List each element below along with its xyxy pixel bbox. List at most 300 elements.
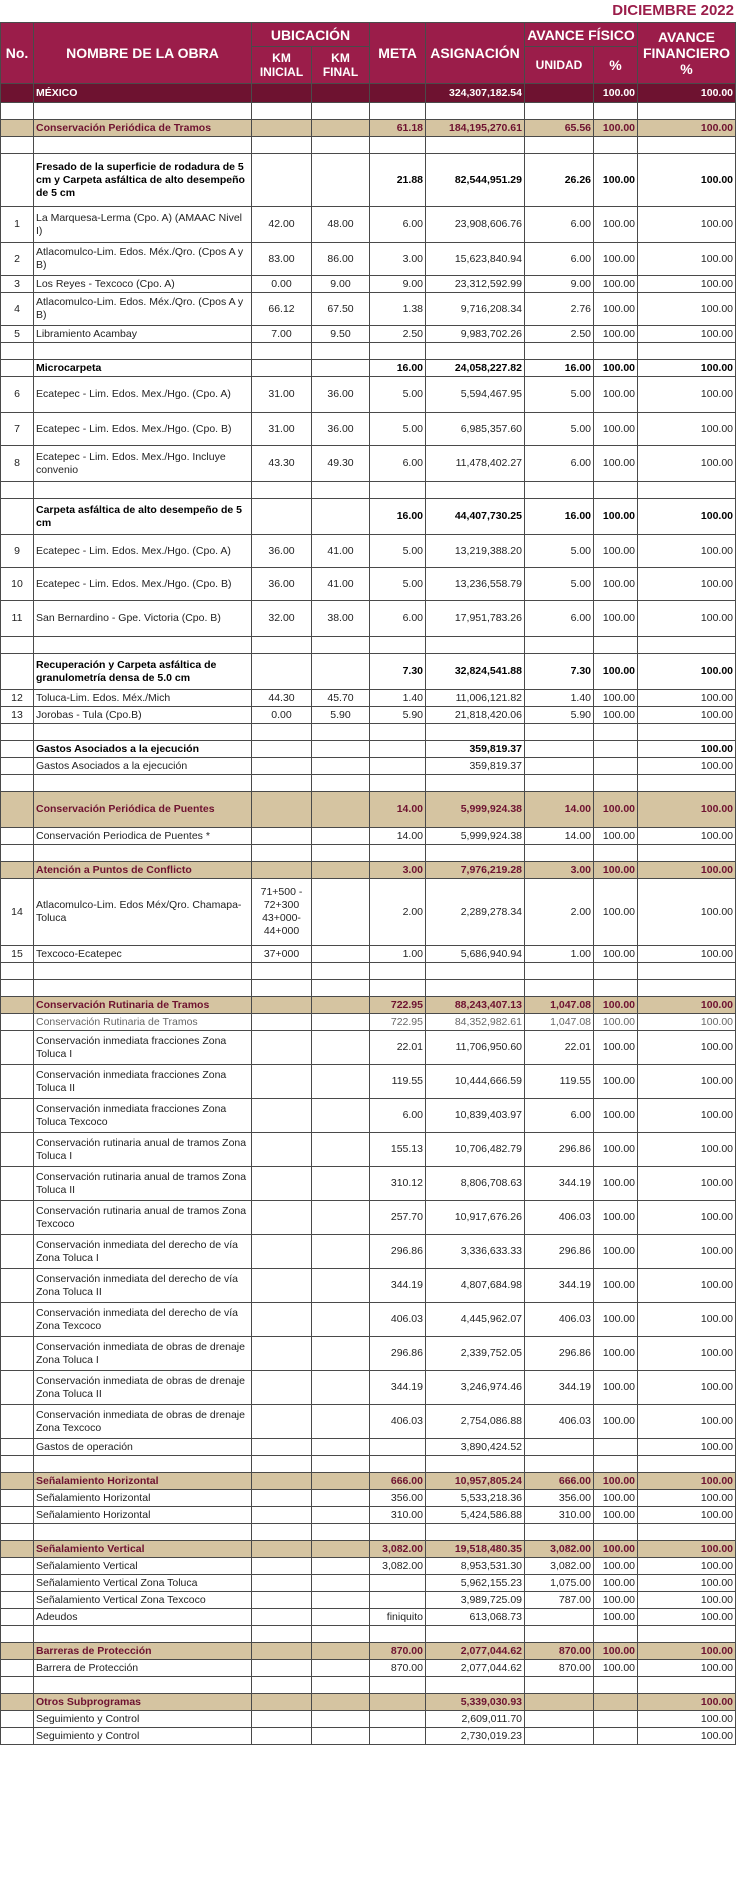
cell-avance-financiero: 100.00	[638, 1541, 736, 1558]
cell-nombre: Señalamiento Vertical	[34, 1541, 252, 1558]
cell-km-final: 5.90	[312, 707, 370, 724]
cell-km-inicial: 32.00	[252, 601, 312, 637]
cell-no	[1, 1728, 34, 1745]
cell-meta: 6.00	[370, 1099, 426, 1133]
cell-pct: 100.00	[594, 1507, 638, 1524]
cell-no: 10	[1, 568, 34, 601]
cell-km-inicial	[252, 637, 312, 654]
cell-asignacion: 32,824,541.88	[426, 654, 525, 690]
cell-asignacion: 359,819.37	[426, 741, 525, 758]
cell-avance-financiero: 100.00	[638, 1405, 736, 1439]
cell-km-final	[312, 1711, 370, 1728]
cell-no	[1, 1558, 34, 1575]
cell-pct: 100.00	[594, 499, 638, 535]
cell-unidad	[525, 775, 594, 792]
cell-pct: 100.00	[594, 1065, 638, 1099]
cell-nombre: Barreras de Protección	[34, 1643, 252, 1660]
cell-avance-financiero: 100.00	[638, 601, 736, 637]
cell-unidad: 5.00	[525, 413, 594, 446]
cell-km-final	[312, 1167, 370, 1201]
table-row	[1, 1099, 736, 1133]
cell-km-final	[312, 1405, 370, 1439]
cell-km-inicial	[252, 1031, 312, 1065]
cell-pct: 100.00	[594, 1269, 638, 1303]
cell-asignacion: 9,983,702.26	[426, 326, 525, 343]
cell-km-inicial: 31.00	[252, 377, 312, 413]
cell-km-final: 9.00	[312, 276, 370, 293]
cell-meta: 1.40	[370, 690, 426, 707]
obras-table	[0, 22, 736, 1745]
cell-asignacion: 2,754,086.88	[426, 1405, 525, 1439]
cell-km-final	[312, 1524, 370, 1541]
section-row	[1, 997, 736, 1014]
table-row	[1, 1711, 736, 1728]
cell-meta: 310.12	[370, 1167, 426, 1201]
table-row	[1, 1371, 736, 1405]
cell-unidad: 6.00	[525, 207, 594, 243]
cell-pct	[594, 1728, 638, 1745]
cell-avance-financiero: 100.00	[638, 377, 736, 413]
cell-unidad: 5.00	[525, 535, 594, 568]
cell-asignacion: 5,686,940.94	[426, 946, 525, 963]
cell-pct: 100.00	[594, 601, 638, 637]
cell-avance-financiero: 100.00	[638, 84, 736, 103]
cell-nombre: Conservación rutinaria anual de tramos Zona Toluca I	[34, 1133, 252, 1167]
cell-km-final: 48.00	[312, 207, 370, 243]
cell-meta: 3.00	[370, 243, 426, 276]
cell-asignacion: 10,706,482.79	[426, 1133, 525, 1167]
cell-km-inicial	[252, 1473, 312, 1490]
cell-nombre: Conservación inmediata fracciones Zona Toluca Texcoco	[34, 1099, 252, 1133]
cell-km-inicial	[252, 84, 312, 103]
cell-unidad: 787.00	[525, 1592, 594, 1609]
cell-pct: 100.00	[594, 1558, 638, 1575]
cell-km-inicial	[252, 360, 312, 377]
cell-nombre: Ecatepec - Lim. Edos. Mex./Hgo. (Cpo. A)	[34, 535, 252, 568]
cell-asignacion	[426, 343, 525, 360]
cell-pct: 100.00	[594, 997, 638, 1014]
cell-meta: 870.00	[370, 1643, 426, 1660]
cell-pct: 100.00	[594, 828, 638, 845]
cell-unidad	[525, 1456, 594, 1473]
cell-unidad	[525, 1439, 594, 1456]
cell-meta	[370, 103, 426, 120]
cell-asignacion: 2,339,752.05	[426, 1337, 525, 1371]
cell-avance-financiero: 100.00	[638, 1014, 736, 1031]
cell-nombre: Conservación inmediata fracciones Zona Toluca I	[34, 1031, 252, 1065]
cell-avance-financiero	[638, 775, 736, 792]
cell-km-final	[312, 637, 370, 654]
cell-avance-financiero: 100.00	[638, 1609, 736, 1626]
cell-meta: 257.70	[370, 1201, 426, 1235]
section-row	[1, 862, 736, 879]
cell-km-inicial	[252, 997, 312, 1014]
cell-asignacion: 19,518,480.35	[426, 1541, 525, 1558]
cell-km-inicial	[252, 1524, 312, 1541]
cell-meta	[370, 482, 426, 499]
spacer-row	[1, 1524, 736, 1541]
cell-km-final	[312, 980, 370, 997]
cell-meta: 14.00	[370, 828, 426, 845]
table-row	[1, 1031, 736, 1065]
cell-km-inicial: 0.00	[252, 707, 312, 724]
cell-avance-financiero: 100.00	[638, 293, 736, 326]
table-row	[1, 1575, 736, 1592]
cell-unidad: 6.00	[525, 601, 594, 637]
cell-km-inicial	[252, 154, 312, 207]
spacer-row	[1, 845, 736, 862]
cell-km-final: 38.00	[312, 601, 370, 637]
cell-no	[1, 1507, 34, 1524]
cell-avance-financiero	[638, 1524, 736, 1541]
table-row	[1, 1167, 736, 1201]
cell-km-final	[312, 845, 370, 862]
cell-no	[1, 1711, 34, 1728]
cell-pct: 100.00	[594, 154, 638, 207]
cell-nombre	[34, 1626, 252, 1643]
cell-km-final	[312, 1507, 370, 1524]
cell-pct	[594, 137, 638, 154]
cell-nombre	[34, 343, 252, 360]
cell-meta: 5.00	[370, 568, 426, 601]
cell-no: 2	[1, 243, 34, 276]
cell-avance-financiero: 100.00	[638, 1099, 736, 1133]
cell-avance-financiero: 100.00	[638, 243, 736, 276]
table-row	[1, 1660, 736, 1677]
cell-asignacion: 2,077,044.62	[426, 1643, 525, 1660]
cell-avance-financiero: 100.00	[638, 1694, 736, 1711]
cell-nombre: MÉXICO	[34, 84, 252, 103]
cell-nombre: San Bernardino - Gpe. Victoria (Cpo. B)	[34, 601, 252, 637]
cell-unidad: 6.00	[525, 1099, 594, 1133]
cell-pct	[594, 482, 638, 499]
cell-no	[1, 1473, 34, 1490]
cell-nombre: Jorobas - Tula (Cpo.B)	[34, 707, 252, 724]
cell-avance-financiero: 100.00	[638, 1473, 736, 1490]
cell-km-final	[312, 343, 370, 360]
cell-no	[1, 1456, 34, 1473]
table-row	[1, 828, 736, 845]
cell-no	[1, 724, 34, 741]
cell-avance-financiero	[638, 137, 736, 154]
cell-unidad: 2.00	[525, 879, 594, 946]
cell-meta	[370, 343, 426, 360]
cell-avance-financiero: 100.00	[638, 1303, 736, 1337]
cell-unidad: 16.00	[525, 360, 594, 377]
cell-no	[1, 1643, 34, 1660]
cell-no: 13	[1, 707, 34, 724]
cell-meta	[370, 775, 426, 792]
cell-km-inicial: 83.00	[252, 243, 312, 276]
cell-asignacion: 10,917,676.26	[426, 1201, 525, 1235]
cell-no	[1, 1609, 34, 1626]
cell-unidad: 344.19	[525, 1371, 594, 1405]
cell-no	[1, 963, 34, 980]
cell-asignacion: 11,006,121.82	[426, 690, 525, 707]
cell-km-inicial	[252, 499, 312, 535]
cell-nombre: Conservación inmediata del derecho de vía Zona Texcoco	[34, 1303, 252, 1337]
cell-unidad: 1,047.08	[525, 1014, 594, 1031]
cell-avance-financiero: 100.00	[638, 360, 736, 377]
cell-meta: 344.19	[370, 1371, 426, 1405]
cell-km-inicial	[252, 1711, 312, 1728]
cell-asignacion: 82,544,951.29	[426, 154, 525, 207]
cell-asignacion: 13,236,558.79	[426, 568, 525, 601]
cell-avance-financiero	[638, 724, 736, 741]
table-row	[1, 1728, 736, 1745]
cell-meta: 666.00	[370, 1473, 426, 1490]
cell-unidad: 65.56	[525, 120, 594, 137]
cell-unidad	[525, 482, 594, 499]
cell-asignacion: 8,806,708.63	[426, 1167, 525, 1201]
cell-pct: 100.00	[594, 535, 638, 568]
cell-no	[1, 637, 34, 654]
cell-pct: 100.00	[594, 1099, 638, 1133]
cell-nombre: Adeudos	[34, 1609, 252, 1626]
cell-km-inicial	[252, 1201, 312, 1235]
spacer-row	[1, 482, 736, 499]
cell-km-final: 41.00	[312, 535, 370, 568]
table-row	[1, 707, 736, 724]
cell-km-final	[312, 1473, 370, 1490]
cell-km-final	[312, 1490, 370, 1507]
cell-unidad	[525, 963, 594, 980]
cell-avance-financiero: 100.00	[638, 207, 736, 243]
cell-pct: 100.00	[594, 792, 638, 828]
cell-nombre	[34, 1677, 252, 1694]
cell-km-final	[312, 997, 370, 1014]
cell-nombre: Conservación rutinaria anual de tramos Zona Texcoco	[34, 1201, 252, 1235]
cell-pct	[594, 343, 638, 360]
section-row	[1, 1473, 736, 1490]
cell-unidad: 406.03	[525, 1405, 594, 1439]
table-row	[1, 243, 736, 276]
cell-no: 8	[1, 446, 34, 482]
cell-avance-financiero: 100.00	[638, 1201, 736, 1235]
cell-pct: 100.00	[594, 293, 638, 326]
cell-nombre: Ecatepec - Lim. Edos. Mex./Hgo. (Cpo. A)	[34, 377, 252, 413]
cell-pct	[594, 637, 638, 654]
cell-unidad	[525, 103, 594, 120]
cell-km-final	[312, 1626, 370, 1643]
cell-nombre: Atlacomulco-Lim. Edos Méx/Qro. Chamapa-Toluca	[34, 879, 252, 946]
cell-meta: 1.00	[370, 946, 426, 963]
report-period: DICIEMBRE 2022	[612, 2, 734, 19]
cell-no: 6	[1, 377, 34, 413]
cell-nombre: Conservación Rutinaria de Tramos	[34, 997, 252, 1014]
table-row	[1, 535, 736, 568]
cell-pct: 100.00	[594, 1643, 638, 1660]
table-row	[1, 1337, 736, 1371]
cell-no	[1, 499, 34, 535]
cell-pct: 100.00	[594, 1201, 638, 1235]
cell-avance-financiero: 100.00	[638, 1439, 736, 1456]
cell-km-final	[312, 1677, 370, 1694]
cell-no	[1, 1014, 34, 1031]
cell-km-inicial	[252, 1405, 312, 1439]
cell-pct: 100.00	[594, 1660, 638, 1677]
cell-meta: 5.00	[370, 413, 426, 446]
cell-asignacion	[426, 1677, 525, 1694]
cell-avance-financiero: 100.00	[638, 1507, 736, 1524]
cell-pct: 100.00	[594, 1235, 638, 1269]
spacer-row	[1, 980, 736, 997]
cell-km-final	[312, 1014, 370, 1031]
cell-km-inicial	[252, 1626, 312, 1643]
cell-no	[1, 1677, 34, 1694]
cell-nombre: Gastos de operación	[34, 1439, 252, 1456]
cell-meta	[370, 1728, 426, 1745]
spacer-row	[1, 775, 736, 792]
cell-km-inicial	[252, 1439, 312, 1456]
cell-unidad	[525, 1694, 594, 1711]
cell-nombre: Conservación inmediata de obras de drenaje Zona Texcoco	[34, 1405, 252, 1439]
cell-pct: 100.00	[594, 946, 638, 963]
table-row	[1, 1405, 736, 1439]
cell-km-final	[312, 1558, 370, 1575]
cell-km-inicial	[252, 741, 312, 758]
cell-km-inicial	[252, 980, 312, 997]
cell-asignacion: 13,219,388.20	[426, 535, 525, 568]
cell-km-final	[312, 862, 370, 879]
cell-no: 14	[1, 879, 34, 946]
cell-km-inicial: 31.00	[252, 413, 312, 446]
cell-unidad	[525, 1609, 594, 1626]
cell-meta: 16.00	[370, 360, 426, 377]
cell-nombre: Conservación inmediata fracciones Zona Toluca II	[34, 1065, 252, 1099]
cell-km-final: 45.70	[312, 690, 370, 707]
cell-asignacion	[426, 845, 525, 862]
cell-no	[1, 1167, 34, 1201]
cell-no	[1, 1694, 34, 1711]
cell-asignacion: 3,989,725.09	[426, 1592, 525, 1609]
cell-no	[1, 1133, 34, 1167]
cell-asignacion: 2,730,019.23	[426, 1728, 525, 1745]
header-avance-fisico: AVANCE FÍSICO	[525, 23, 638, 47]
cell-meta	[370, 1592, 426, 1609]
table-row	[1, 690, 736, 707]
cell-pct: 100.00	[594, 1303, 638, 1337]
cell-asignacion	[426, 482, 525, 499]
cell-nombre: Recuperación y Carpeta asfáltica de granulometría densa de 5.0 cm	[34, 654, 252, 690]
cell-pct	[594, 103, 638, 120]
subtotal-row	[1, 741, 736, 758]
cell-no	[1, 1626, 34, 1643]
cell-km-inicial	[252, 1609, 312, 1626]
cell-no	[1, 84, 34, 103]
cell-nombre: Conservación Rutinaria de Tramos	[34, 1014, 252, 1031]
cell-no	[1, 1371, 34, 1405]
table-row	[1, 758, 736, 775]
cell-avance-financiero: 100.00	[638, 1558, 736, 1575]
cell-unidad: 2.50	[525, 326, 594, 343]
cell-meta: 5.00	[370, 377, 426, 413]
cell-km-final	[312, 1337, 370, 1371]
cell-unidad: 870.00	[525, 1643, 594, 1660]
cell-avance-financiero	[638, 637, 736, 654]
cell-km-inicial	[252, 1558, 312, 1575]
cell-km-inicial	[252, 1133, 312, 1167]
cell-avance-financiero: 100.00	[638, 1728, 736, 1745]
table-row	[1, 1133, 736, 1167]
cell-nombre	[34, 482, 252, 499]
cell-km-final	[312, 758, 370, 775]
cell-unidad	[525, 724, 594, 741]
cell-asignacion: 613,068.73	[426, 1609, 525, 1626]
cell-km-inicial	[252, 792, 312, 828]
cell-pct	[594, 758, 638, 775]
cell-avance-financiero: 100.00	[638, 154, 736, 207]
cell-avance-financiero: 100.00	[638, 499, 736, 535]
cell-meta: 61.18	[370, 120, 426, 137]
cell-asignacion	[426, 103, 525, 120]
cell-asignacion: 17,951,783.26	[426, 601, 525, 637]
cell-nombre: Texcoco-Ecatepec	[34, 946, 252, 963]
cell-unidad: 296.86	[525, 1133, 594, 1167]
cell-pct	[594, 1626, 638, 1643]
cell-km-inicial	[252, 1337, 312, 1371]
cell-pct	[594, 1677, 638, 1694]
cell-unidad: 3,082.00	[525, 1541, 594, 1558]
cell-unidad: 22.01	[525, 1031, 594, 1065]
cell-avance-financiero: 100.00	[638, 1235, 736, 1269]
cell-nombre: Conservación inmediata de obras de drenaje Zona Toluca II	[34, 1371, 252, 1405]
cell-km-final: 86.00	[312, 243, 370, 276]
cell-nombre: Gastos Asociados a la ejecución	[34, 758, 252, 775]
cell-asignacion: 3,336,633.33	[426, 1235, 525, 1269]
cell-meta	[370, 741, 426, 758]
cell-unidad	[525, 637, 594, 654]
cell-km-inicial	[252, 1014, 312, 1031]
cell-meta: 296.86	[370, 1235, 426, 1269]
cell-nombre	[34, 963, 252, 980]
cell-pct: 100.00	[594, 276, 638, 293]
cell-unidad: 406.03	[525, 1201, 594, 1235]
cell-no	[1, 137, 34, 154]
cell-asignacion: 5,999,924.38	[426, 792, 525, 828]
cell-km-final	[312, 482, 370, 499]
cell-avance-financiero: 100.00	[638, 1371, 736, 1405]
cell-nombre: Carpeta asfáltica de alto desempeño de 5 cm	[34, 499, 252, 535]
cell-unidad: 296.86	[525, 1235, 594, 1269]
cell-avance-financiero: 100.00	[638, 1711, 736, 1728]
cell-nombre: Otros Subprogramas	[34, 1694, 252, 1711]
cell-km-final: 49.30	[312, 446, 370, 482]
cell-unidad	[525, 84, 594, 103]
cell-no	[1, 792, 34, 828]
cell-pct: 100.00	[594, 568, 638, 601]
cell-no	[1, 1660, 34, 1677]
header-unidad: UNIDAD	[525, 47, 594, 84]
cell-unidad: 1.40	[525, 690, 594, 707]
cell-km-inicial: 37+000	[252, 946, 312, 963]
cell-km-final: 36.00	[312, 377, 370, 413]
cell-km-inicial	[252, 1507, 312, 1524]
cell-nombre: Señalamiento Horizontal	[34, 1473, 252, 1490]
cell-meta	[370, 758, 426, 775]
cell-nombre: Conservación Periódica de Tramos	[34, 120, 252, 137]
cell-meta: 2.50	[370, 326, 426, 343]
cell-nombre: Toluca-Lim. Edos. Méx./Mich	[34, 690, 252, 707]
cell-avance-financiero: 100.00	[638, 707, 736, 724]
cell-unidad: 666.00	[525, 1473, 594, 1490]
cell-nombre	[34, 103, 252, 120]
cell-meta: 296.86	[370, 1337, 426, 1371]
cell-km-final	[312, 120, 370, 137]
cell-asignacion	[426, 775, 525, 792]
cell-avance-financiero	[638, 103, 736, 120]
cell-asignacion: 4,807,684.98	[426, 1269, 525, 1303]
